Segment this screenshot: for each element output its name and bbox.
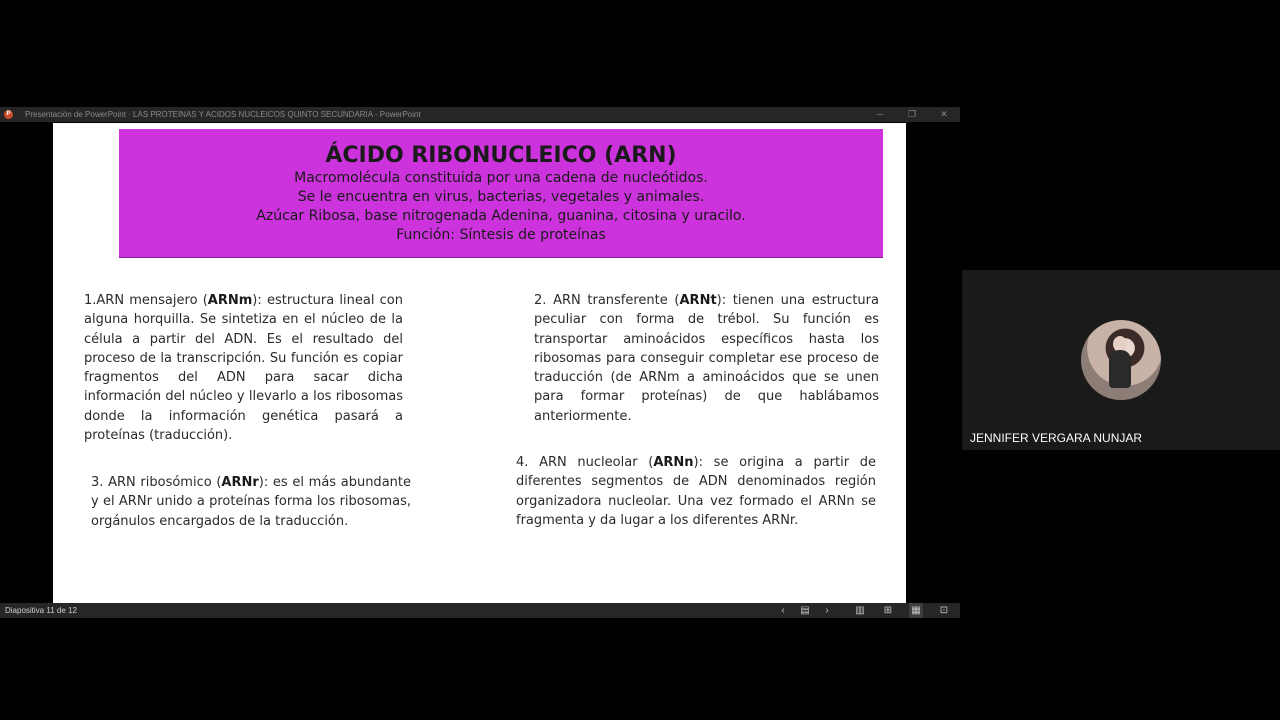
text-bold: ARNm [207,293,253,308]
avatar-figure [1109,350,1131,388]
participant-video-tile[interactable] [962,270,1280,450]
text-post: ): se origina a partir de diferentes segmentos de ADN denominados región organizadora nucleolar. Una vez formado el ARNn se fragmenta y da lugar a los diferentes ARNr. [516,455,877,528]
text-block-arn-transferente [534,291,879,426]
text-bold: ARNt [679,293,717,308]
slide-counter: Diapositiva 11 de 12 [5,606,77,615]
header-line-3: Azúcar Ribosa, base nitrogenada Adenina, guanina, citosina y uracilo. [256,208,746,224]
slide[interactable] [53,123,906,603]
header-line-4: Función: Síntesis de proteínas [396,227,606,243]
chevron-left-icon[interactable]: ‹ [781,605,785,616]
text-block-arn-mensajero [84,291,403,445]
reading-view-icon[interactable]: ▦ [909,603,923,618]
text-pre: 3. ARN ribosómico ( [91,475,222,490]
text-pre: 1.ARN mensajero ( [84,293,208,308]
normal-view-icon[interactable]: ▥ [855,605,865,616]
text-post: ): tienen una estructura peculiar con forma de trébol. Su función es transportar aminoácidos específicos hasta los ribosomas para conseguir completar ese proceso de traducción (de ARNm a aminoácidos que se unen para formar proteínas) de que hablábamos anteriormente. [534,293,879,424]
text-bold: ARNr [221,475,259,490]
powerpoint-app-icon: P [4,110,13,119]
text-bold: ARNn [653,455,694,470]
close-button[interactable]: ✕ [940,109,948,119]
window-title: Presentación de PowerPoint · LAS PROTEINAS Y ACIDOS NUCLEICOS QUINTO SECUNDARIA - PowerPoint [25,110,421,119]
participant-name: JENNIFER VERGARA NUNJAR [970,431,1143,445]
notes-icon[interactable]: ▤ [800,605,810,616]
text-block-arn-ribosomico [91,473,411,531]
text-block-arn-nucleolar [516,453,876,530]
text-pre: 4. ARN nucleolar ( [516,455,654,470]
slide-title: ÁCIDO RIBONUCLEICO (ARN) [325,143,677,168]
slide-sorter-icon[interactable]: ⊞ [883,605,893,616]
header-line-2: Se le encuentra en virus, bacterias, vegetales y animales. [297,189,705,205]
status-bar [0,603,960,618]
slideshow-icon[interactable]: ⊡ [939,605,949,616]
text-pre: 2. ARN transferente ( [534,293,680,308]
slide-header-box [119,129,883,258]
avatar [1081,320,1161,400]
chevron-right-icon[interactable]: › [825,605,829,616]
restore-button[interactable]: ❐ [907,109,917,119]
slide-viewport [0,122,960,603]
title-bar [0,107,960,122]
text-post: ): es el más abundante y el ARNr unido a proteínas forma los ribosomas, orgánulos encargados de la traducción. [91,475,411,529]
header-line-1: Macromolécula constituida por una cadena de nucleótidos. [294,170,708,186]
text-post: ): estructura lineal con alguna horquilla. Se sintetiza en el núcleo de la célula a partir del ADN. Es el resultado del proceso de la transcripción. Su función es copiar fragmentos del ADN para sacar dicha información del núcleo y llevarlo a los ribosomas donde la información genética pasará a proteínas (traducción). [84,293,403,444]
powerpoint-window [0,107,960,618]
minimize-button[interactable]: ─ [876,109,884,119]
window-controls [864,107,960,122]
